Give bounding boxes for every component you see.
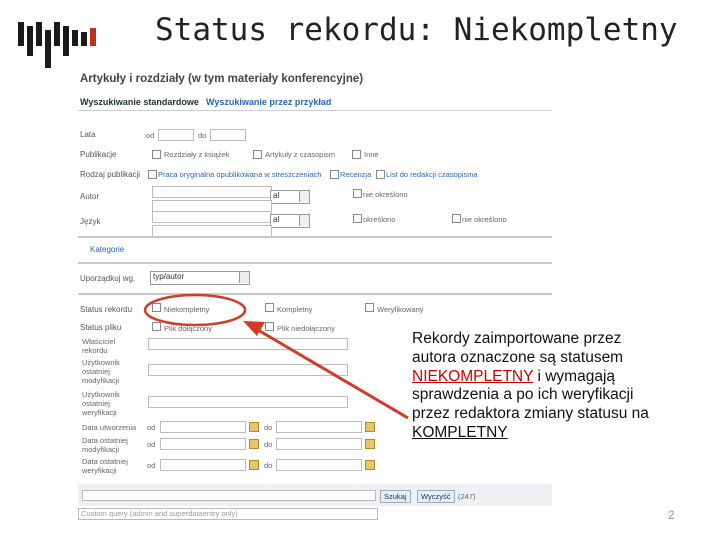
language-select-value: al (273, 215, 280, 224)
checkbox-author-unspecified-label: nie określono (363, 190, 408, 199)
created-to-label: do (264, 423, 273, 432)
modified-from-label: od (147, 440, 156, 449)
owner-label: Właściciel rekordu (82, 337, 116, 355)
checkbox-chapters-label: Rozdziały z książek (164, 150, 230, 159)
tab-standard-search[interactable]: Wyszukiwanie standardowe (80, 97, 199, 107)
modification-user-label: Użytkownik ostatniej modyfikacji (82, 358, 120, 385)
modified-to-label: do (264, 440, 273, 449)
author-select-value: al (273, 191, 280, 200)
years-from-label: od (146, 131, 155, 140)
checkbox-file-not-attached-label: Plik niedołączony (277, 324, 335, 333)
tab-search-by-example[interactable]: Wyszukiwanie przez przykład (206, 97, 332, 107)
checkbox-language-specified-label: określono (363, 215, 396, 224)
checkbox-letter-label: List do redakcji czasopisma (386, 170, 478, 179)
callout-highlight: NIEKOMPLETNY (412, 367, 534, 385)
file-status-label: Status pliku (80, 323, 122, 332)
checkbox-language-unspecified-label: nie określono (462, 215, 507, 224)
custom-query-placeholder: Custom query (admin and superdataentry only) (81, 509, 238, 518)
callout-text (412, 330, 652, 443)
verified-date-label: Data ostatniej weryfikacji (82, 457, 128, 475)
verified-from-label: od (147, 461, 156, 470)
clear-button[interactable]: Wyczyść (417, 490, 455, 503)
created-date-label: Data utworzenia (82, 423, 137, 432)
years-label: Lata (80, 130, 96, 139)
checkbox-other-label: Inne (364, 150, 379, 159)
annotation-arrow-line (258, 330, 408, 418)
checkbox-review-label: Recenzja (340, 170, 372, 179)
checkbox-verified-label: Weryfikowany (377, 305, 424, 314)
record-status-label: Status rekordu (80, 305, 133, 314)
checkbox-incomplete-label: Niekompletny (164, 305, 210, 314)
callout-underlined: KOMPLETNY (412, 423, 508, 441)
years-to-label: do (198, 131, 207, 140)
callout-part1: Rekordy zaimportowane przez autora oznaczone są statusem (412, 330, 624, 366)
sort-select-value: typ/autor (153, 272, 185, 281)
page-number: 2 (668, 508, 675, 522)
callout-part2: i wymagają sprawdzenia a po ich weryfikacji przez redaktora zmiany statusu na (412, 367, 649, 423)
result-count: (247) (458, 492, 476, 501)
modified-date-label: Data ostatniej modyfikacji (82, 436, 128, 454)
form-header: Artykuły i rozdziały (w tym materiały konferencyjne) (80, 73, 364, 85)
checkbox-articles-label: Artykuły z czasopism (265, 150, 336, 159)
publication-type-label: Rodzaj publikacji (80, 170, 141, 179)
verification-user-label: Użytkownik ostatniej weryfikacji (82, 390, 120, 417)
categories-link[interactable]: Kategorie (90, 245, 125, 254)
slide-title: Status rekordu: Niekompletny (155, 12, 678, 48)
language-label: Język (80, 217, 101, 226)
checkbox-original-work-label: Praca oryginalna opublikowana w streszczeniach (158, 170, 322, 179)
author-label: Autor (80, 192, 100, 201)
sort-label: Uporządkuj wg. (80, 274, 136, 283)
publications-label: Publikacje (80, 150, 117, 159)
highlight-ellipse (145, 295, 245, 325)
created-from-label: od (147, 423, 156, 432)
checkbox-complete-label: Kompletny (277, 305, 313, 314)
search-button[interactable]: Szukaj (380, 490, 411, 503)
checkbox-file-attached-label: Plik dołączony (164, 324, 212, 333)
verified-to-label: do (264, 461, 273, 470)
